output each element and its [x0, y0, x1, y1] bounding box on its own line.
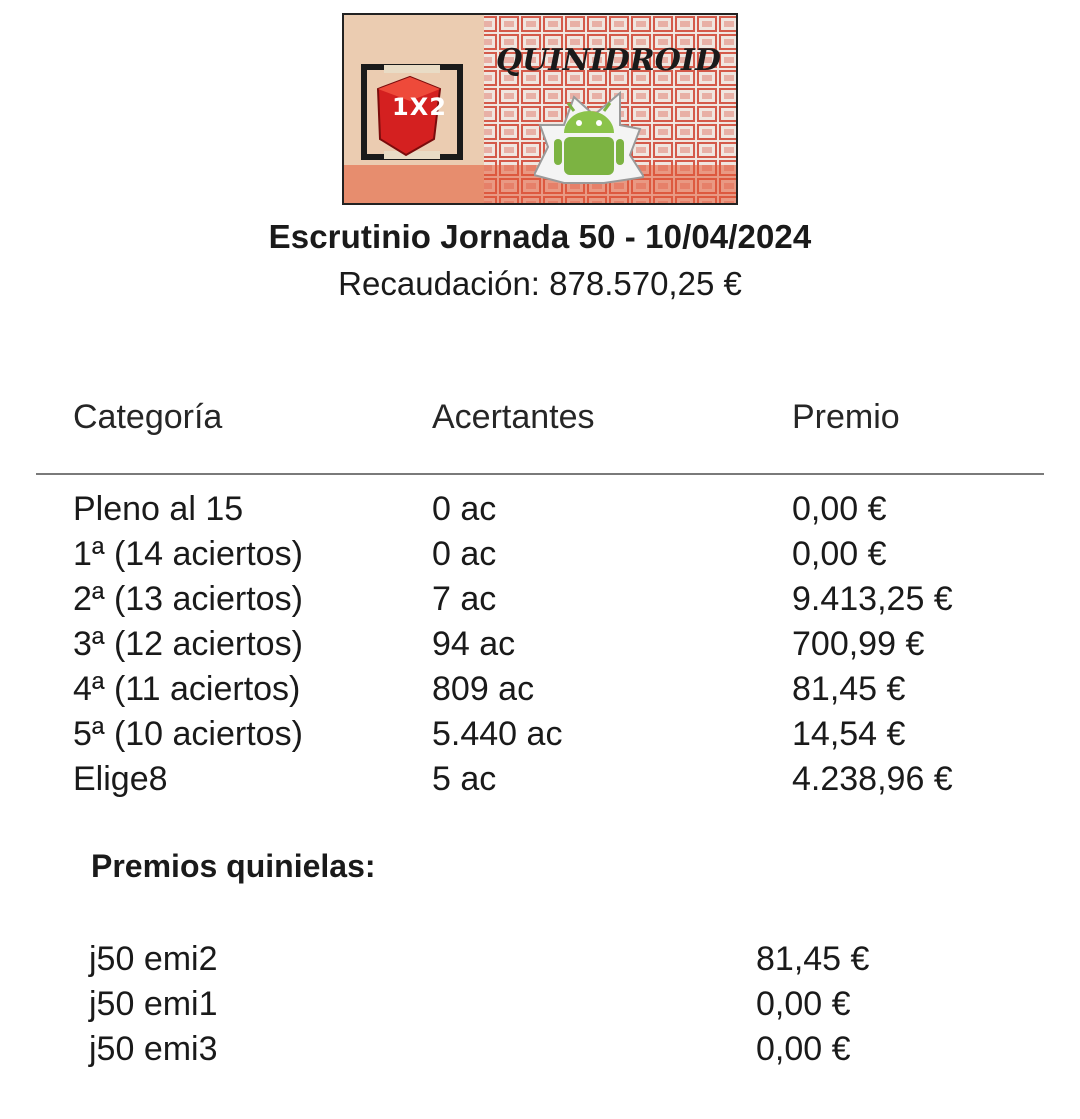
row-category: Elige8 — [73, 760, 168, 798]
bet-name: j50 emi1 — [89, 985, 218, 1023]
column-header-prize: Premio — [792, 398, 900, 436]
table-divider — [36, 473, 1044, 475]
row-prize: 0,00 € — [792, 490, 887, 528]
column-header-winners: Acertantes — [432, 398, 595, 436]
android-robot-icon — [534, 85, 644, 185]
bet-prize: 81,45 € — [756, 940, 870, 978]
row-winners: 94 ac — [432, 625, 516, 663]
list-item — [0, 1027, 1080, 1072]
row-winners: 0 ac — [432, 535, 497, 573]
list-item — [0, 937, 1080, 982]
row-category: 5ª (10 aciertos) — [73, 715, 303, 753]
bet-name: j50 emi3 — [89, 1030, 218, 1068]
list-item — [0, 982, 1080, 1027]
banner-logo-text: QUINIDROID — [496, 43, 721, 78]
row-category: Pleno al 15 — [73, 490, 244, 528]
table-row — [0, 757, 1080, 802]
banner-dice-text: 1X2 — [392, 93, 447, 121]
results-table — [0, 487, 1080, 802]
table-row — [0, 487, 1080, 532]
row-category: 3ª (12 aciertos) — [73, 625, 303, 663]
row-prize: 4.238,96 € — [792, 760, 953, 798]
row-category: 1ª (14 aciertos) — [73, 535, 303, 573]
row-category: 4ª (11 aciertos) — [73, 670, 301, 708]
quinidroid-banner-logo — [342, 13, 738, 205]
bet-prize: 0,00 € — [756, 1030, 851, 1068]
row-winners: 5.440 ac — [432, 715, 563, 753]
table-row — [0, 532, 1080, 577]
table-row — [0, 622, 1080, 667]
row-prize: 0,00 € — [792, 535, 887, 573]
row-winners: 809 ac — [432, 670, 535, 708]
row-winners: 7 ac — [432, 580, 497, 618]
row-prize: 700,99 € — [792, 625, 925, 663]
row-category: 2ª (13 aciertos) — [73, 580, 303, 618]
bets-list — [0, 937, 1080, 1072]
page-title: Escrutinio Jornada 50 - 10/04/2024 — [268, 218, 812, 255]
row-prize: 81,45 € — [792, 670, 906, 708]
row-winners: 5 ac — [432, 760, 497, 798]
table-row — [0, 667, 1080, 712]
row-prize: 9.413,25 € — [792, 580, 953, 618]
row-prize: 14,54 € — [792, 715, 906, 753]
table-row — [0, 712, 1080, 757]
table-row — [0, 577, 1080, 622]
column-header-category: Categoría — [73, 398, 223, 436]
bets-section-title: Premios quinielas: — [91, 848, 376, 884]
bet-prize: 0,00 € — [756, 985, 851, 1023]
collection-total: Recaudación: 878.570,25 € — [338, 265, 742, 302]
row-winners: 0 ac — [432, 490, 497, 528]
bet-name: j50 emi2 — [89, 940, 218, 978]
